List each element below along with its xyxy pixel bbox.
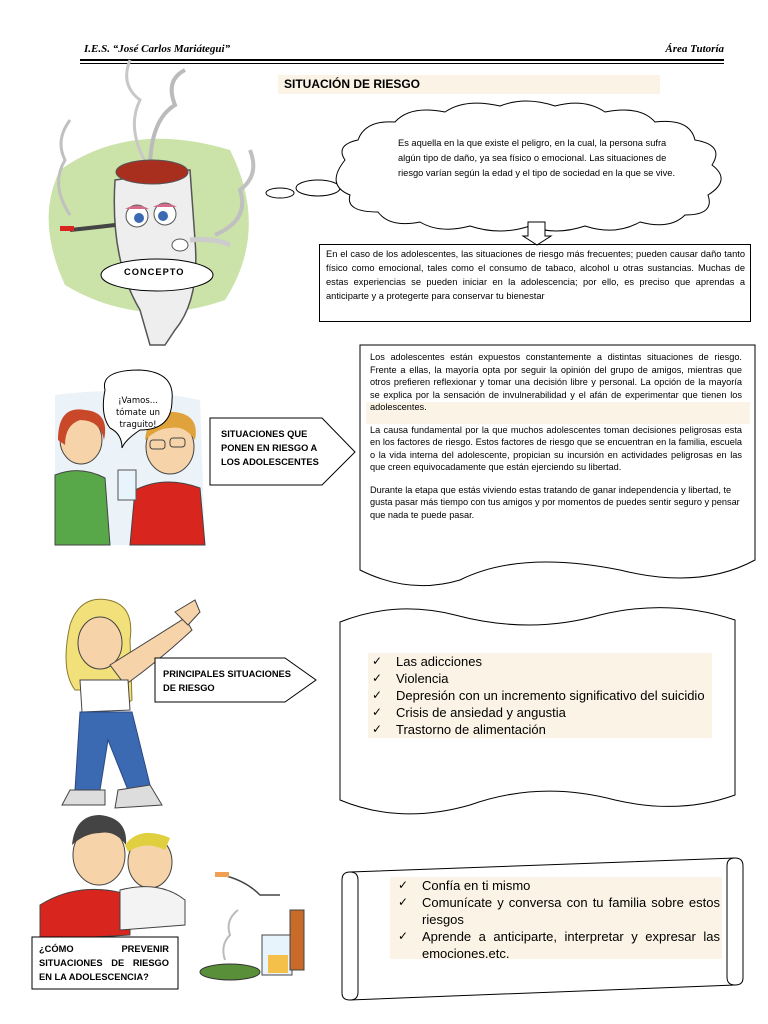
situaciones-label: SITUACIONES QUE PONEN EN RIESGO A LOS ADOLESCENTES — [221, 429, 319, 467]
list-item-text: Violencia — [396, 671, 449, 686]
checkmark-icon: ✓ — [372, 654, 383, 668]
list-item-text: Las adicciones — [396, 654, 482, 669]
list-item — [372, 670, 717, 687]
page-title: SITUACIÓN DE RIESGO — [284, 77, 421, 91]
list-item-text: Trastorno de alimentación — [396, 722, 546, 737]
situaciones-paragraph: Los adolescentes están expuestos constantemente a distintas situaciones de riesgo. Frente a ellas, la mayoría opta por seguir la opinión del grupo de amigos, mientras que otros prefieren reflexionar y tomar una decisión libre y personal. La opción de la mayoría se explica por la sensación de invulnerabilidad y el afán de experimentar que tienen los adolescentes. — [370, 352, 742, 412]
joint-illustration — [49, 60, 254, 345]
situaciones-paragraph: La causa fundamental por la que muchos adolescentes toman decisiones peligrosas esta en los factores de riesgo. Estos factores de riesgo que se encuentran en la familia, escuela o la vida interna del adolescente, propician su incursión en actividades peligrosas en las que creen equivocadamente que están ejerciendo su libertad. — [370, 424, 742, 472]
situaciones-paragraph: Durante la etapa que estás viviendo estas tratando de ganar independencia y libertad, te gusta pasar más tiempo con tus amigos y por momentos de puedes sentir seguro y pensar que nada te puede pasar. — [370, 484, 740, 520]
checkmark-icon: ✓ — [372, 671, 383, 685]
prevenir-label: ¿CÓMO PREVENIR SITUACIONES DE RIESGO EN LA ADOLESCENCIA? — [39, 944, 169, 982]
header-area: Área Tutoría — [665, 43, 724, 55]
list-item-text: Depresión con un incremento significativo del suicidio — [396, 688, 705, 703]
checkmark-icon: ✓ — [372, 688, 383, 702]
prevenir-list — [398, 877, 720, 962]
list-item-text: Confía en ti mismo — [422, 878, 531, 893]
speech-bubble-text: ¡Vamos... tómate un traguito! — [115, 396, 161, 430]
adolescent-risk-text: En el caso de los adolescentes, las situaciones de riesgo más frecuentes; pueden causar daño tanto físico como emocional, tales como el consumo de tabaco, alcohol u otras sustancias. Muchas de estas experiencias se pueden iniciar en la adolescencia; por ello, es preciso que aprendas a anticiparte y a protegerte para conservar tu bienestar — [326, 249, 745, 301]
principales-list — [372, 653, 717, 738]
list-item — [372, 653, 717, 670]
checkmark-icon: ✓ — [372, 722, 383, 736]
list-item — [372, 687, 717, 704]
list-item — [372, 721, 717, 738]
list-item — [398, 877, 720, 894]
list-item-text: Crisis de ansiedad y angustia — [396, 705, 566, 720]
definition-text: Es aquella en la que existe el peligro, en la cual, la persona sufra algún tipo de daño, ya sea físico o emocional. Las situaciones de riesgo varían según la edad y el tipo de sociedad en la que se vive. — [398, 138, 676, 178]
checkmark-icon: ✓ — [398, 895, 409, 909]
situaciones-text — [370, 351, 742, 531]
list-item — [398, 928, 720, 962]
list-item-text: Comunícate y conversa con tu familia sobre estos riesgos — [422, 895, 720, 927]
principales-label: PRINCIPALES SITUACIONES DE RIESGO — [163, 669, 291, 693]
list-item-text: Aprende a anticiparte, interpretar y expresar las emociones.etc. — [422, 929, 720, 961]
concepto-label: CONCEPTO — [124, 267, 185, 277]
checkmark-icon: ✓ — [398, 878, 409, 892]
girl-pointing-illustration — [62, 599, 200, 808]
header-school-name: I.E.S. “José Carlos Mariátegui” — [84, 43, 231, 55]
checkmark-icon: ✓ — [398, 929, 409, 943]
checkmark-icon: ✓ — [372, 705, 383, 719]
list-item — [372, 704, 717, 721]
list-item — [398, 894, 720, 928]
